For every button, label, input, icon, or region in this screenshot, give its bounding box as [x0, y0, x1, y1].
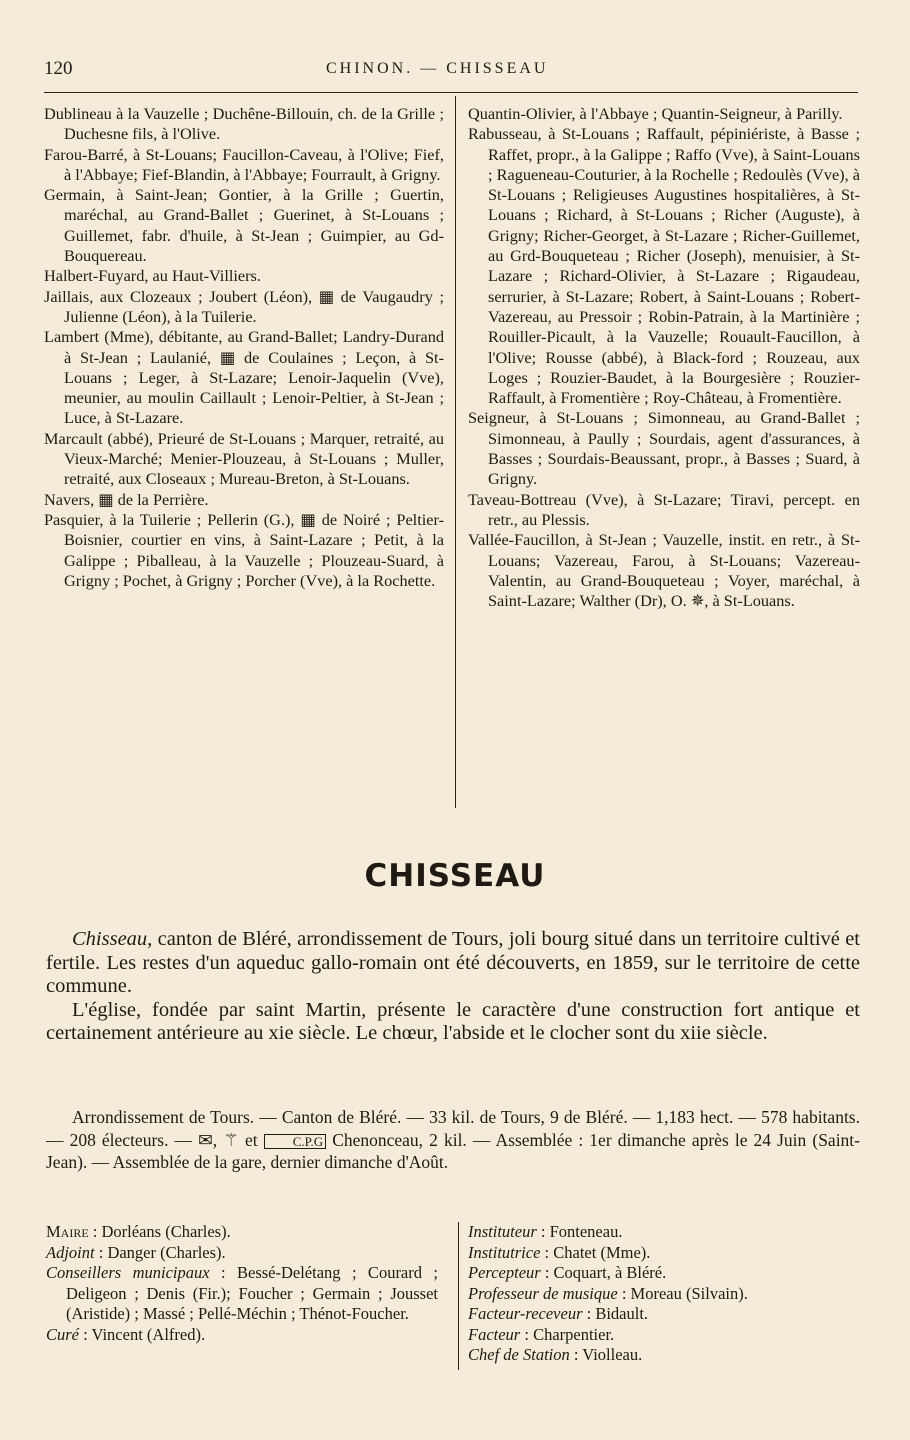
cpg-station-icon: C.P.G: [264, 1134, 326, 1149]
role-sep: :: [582, 1304, 596, 1323]
entry-v: Vallée-Faucillon, à St-Jean ; Vauzelle, instit. en retr., à St-Louans; Vazereau, Farou, à St-Louans; Vazereau-Valentin, au Grand-Bouqueteau ; Voyer, maréchal, à Saint-Lazare; Walther (Dr), O. ✵, à St-Louans.: [468, 530, 860, 611]
role-label: Professeur de musique: [468, 1283, 618, 1303]
role-sep: :: [617, 1283, 631, 1303]
official-name: Fonteneau.: [549, 1222, 623, 1241]
section-title: CHISSEAU: [364, 858, 546, 894]
official-name: Violleau.: [582, 1345, 643, 1364]
page-number: 120: [44, 58, 73, 79]
official-cure: [46, 1325, 438, 1346]
official-name: Dorléans (Charles).: [101, 1222, 231, 1241]
role-sep: :: [569, 1345, 583, 1364]
stats-text-b: Chenonceau, 2 kil. — Assemblée : 1er dimanche après le 24 Juin (Saint-Jean). — Assemblée de la gare, dernier dimanche d'Août.: [46, 1129, 860, 1172]
role-sep: :: [88, 1222, 102, 1241]
entry-m: Marcault (abbé), Prieuré de St-Louans ; Marquer, retraité, au Vieux-Marché; Menier-Plouzeau, à St-Louans ; Muller, retraité, aux Closeaux ; Mureau-Breton, à St-Louans.: [44, 428, 444, 489]
intro-lead: Chisseau,: [72, 928, 153, 950]
official-name: Vincent (Alfred).: [91, 1324, 206, 1344]
entry-l: Lambert (Mme), débitante, au Grand-Ballet; Landry-Durand à St-Jean ; Laulanié, ▦ de Coulaines ; Leçon, à St-Louans ; Leger, à St-Lazare; Lenoir-Jaquelin (Vve), meunier, au moulin Caillault ; Lenoir-Peltier, à St-Jean ; Luce, à St-Lazare.: [44, 327, 444, 428]
role-label: Instituteur: [468, 1222, 537, 1241]
running-title: CHINON. — CHISSEAU: [326, 60, 549, 77]
right-column: [468, 104, 860, 611]
official-name: Coquart, à Bléré.: [553, 1263, 667, 1282]
official-facteur-receveur: [468, 1304, 860, 1325]
official-name: Bidault.: [595, 1304, 649, 1323]
intro-text-1: canton de Bléré, arrondissement de Tours, joli bourg situé dans un territoire cultivé et fertile. Les restes d'un aqueduc gallo-romain ont été découverts, en 1859, sur le territoire de cette commune.: [46, 928, 860, 997]
role-label: Percepteur: [468, 1263, 541, 1282]
role-sep: :: [540, 1263, 554, 1282]
intro-paragraph-1: [46, 928, 860, 999]
role-label: Facteur-receveur: [468, 1304, 583, 1323]
role-label: Conseillers municipaux: [46, 1263, 210, 1282]
post-office-icon: ✉: [198, 1129, 213, 1150]
entry-t: Taveau-Bottreau (Vve), à St-Lazare; Tiravi, percept. en retr., au Plessis.: [468, 489, 860, 529]
role-label: Adjoint: [46, 1242, 95, 1262]
entry-h: Halbert-Fuyard, au Haut-Villiers.: [44, 266, 261, 286]
official-name: Bessé-Delétang ; Courard ; Deligeon ; Denis (Fir.); Foucher ; Germain ; Jousset (Aristide) ; Massé ; Pellé-Méchin ; Thénot-Foucher.: [66, 1263, 438, 1323]
role-sep: :: [94, 1242, 108, 1262]
role-label: Curé: [46, 1324, 79, 1344]
stats-text-a: Arrondissement de Tours. — Canton de Bléré. — 33 kil. de Tours, 9 de Bléré. — 1,183 hect. — 578 habitants. — 208 électeurs. —: [46, 1107, 860, 1150]
section-intro: [46, 928, 860, 1046]
official-conseillers: [46, 1263, 438, 1325]
official-name: Danger (Charles).: [107, 1242, 226, 1262]
entry-j: Jaillais, aux Clozeaux ; Joubert (Léon), ▦ de Vaugaudry ; Julienne (Léon), à la Tuilerie.: [44, 286, 444, 326]
officials-divider: [458, 1222, 459, 1370]
official-name: Charpentier.: [533, 1324, 615, 1344]
official-name: Moreau (Silvain).: [630, 1283, 748, 1303]
role-label: Maire: [46, 1222, 89, 1241]
entry-g: Germain, à Saint-Jean; Gontier, à la Grille ; Guertin, maréchal, au Grand-Ballet ; Guerinet, à St-Louans ; Guillemet, fabr. d'huile, à St-Jean ; Guimpier, au Gd-Bouquereau.: [44, 185, 444, 266]
entry-r: Rabusseau, à St-Louans ; Raffault, pépiniériste, à Basse ; Raffet, propr., à la Galippe ; Raffo (Vve), à Saint-Louans ; Ragueneau-Couturier, à la Rochelle ; Redoulès (Vve), à St-Louans ; Religieuses Augustines hospitalières, à St-Louans ; Richard, à St-Louans ; Richer (Auguste), à Grigny; Richer-Georget, à St-Lazare ; Richer-Guillemet, au Grd-Bouqueteau ; Richer (Joseph), menuisier, à St-Lazare ; Richard-Olivier, à St-Lazare ; Rigaudeau, serrurier, à St-Lazare; Robert, à Saint-Louans ; Robert-Vazereau, au Pressoir ; Robin-Patrain, à la Martinière ; Rouiller-Picault, à la Vauzelle; Rouault-Faucillon, à l'Olive; Rousse (abbé), à Black-ford ; Rouzeau, aux Loges ; Rouzier-Baudet, à la Bourgesière ; Rouzier-Raffault, à Fromentière ; Roy-Château, à Fromentière.: [468, 124, 860, 408]
page-header: [44, 58, 858, 86]
officials-right: [468, 1222, 860, 1366]
officials-left: [46, 1222, 438, 1345]
official-instituteur: [468, 1222, 860, 1243]
role-sep: :: [209, 1263, 237, 1282]
entry-p: Pasquier, à la Tuilerie ; Pellerin (G.), ▦ de Noiré ; Peltier-Boisnier, courtier en vins, à Saint-Lazare ; Petit, à la Galippe ; Piballeau, à la Vauzelle ; Plouzeau-Suard, à Grigny ; Pochet, à Grigny ; Porcher (Vve), à la Rochette.: [44, 509, 444, 590]
column-divider: [455, 96, 456, 808]
role-sep: :: [79, 1324, 92, 1344]
official-institutrice: [468, 1243, 860, 1264]
entry-n: Navers, ▦ de la Perrière.: [44, 489, 209, 509]
role-label: Facteur: [468, 1324, 521, 1344]
role-sep: :: [520, 1324, 534, 1344]
entry-f: Farou-Barré, à St-Louans; Faucillon-Caveau, à l'Olive; Fief, à l'Abbaye; Fief-Blandin, à l'Abbaye; Fourrault, à Grigny.: [44, 144, 444, 184]
role-sep: :: [536, 1222, 550, 1241]
entry-s: Seigneur, à St-Louans ; Simonneau, au Grand-Ballet ; Simonneau, à Paully ; Sourdais, agent d'assurances, à Basses ; Sourdais-Beaussant, propr., à Basses ; Suard, à Grigny.: [468, 408, 860, 489]
entry-d: Dublineau à la Vauzelle ; Duchêne-Billouin, ch. de la Grille ; Duchesne fils, à l'Olive.: [44, 104, 444, 144]
role-sep: :: [540, 1242, 554, 1262]
official-percepteur: [468, 1263, 860, 1284]
official-professeur: [468, 1284, 860, 1305]
role-label: Institutrice: [468, 1242, 541, 1262]
telegraph-icon: ⚚: [223, 1129, 239, 1150]
official-chef-station: [468, 1345, 860, 1366]
header-rule: [44, 92, 858, 93]
intro-paragraph-2: L'église, fondée par saint Martin, présente le caractère d'une construction fort antique et certainement antérieure au xie siècle. Le chœur, l'abside et le clocher sont du xiie siècle.: [46, 998, 860, 1044]
left-column: [44, 104, 444, 591]
official-adjoint: [46, 1243, 438, 1264]
role-label: Chef de Station: [468, 1345, 570, 1364]
official-name: Chatet (Mme).: [553, 1242, 651, 1262]
official-maire: [46, 1222, 438, 1243]
stats-et: et: [238, 1129, 264, 1150]
commune-stats: Arrondissement de Tours. — Canton de Bléré. — 33 kil. de Tours, 9 de Bléré. — 1,183 hect. — 578 habitants. — 208 électeurs. — ✉, ⚚ et C.P.G Chenonceau, 2 kil. — Assemblée : 1er dimanche après le 24 Juin (Saint-Jean). — Assemblée de la gare, dernier dimanche d'Août.: [46, 1107, 860, 1172]
entry-q: Quantin-Olivier, à l'Abbaye ; Quantin-Seigneur, à Parilly.: [468, 104, 843, 123]
official-facteur: [468, 1325, 860, 1346]
